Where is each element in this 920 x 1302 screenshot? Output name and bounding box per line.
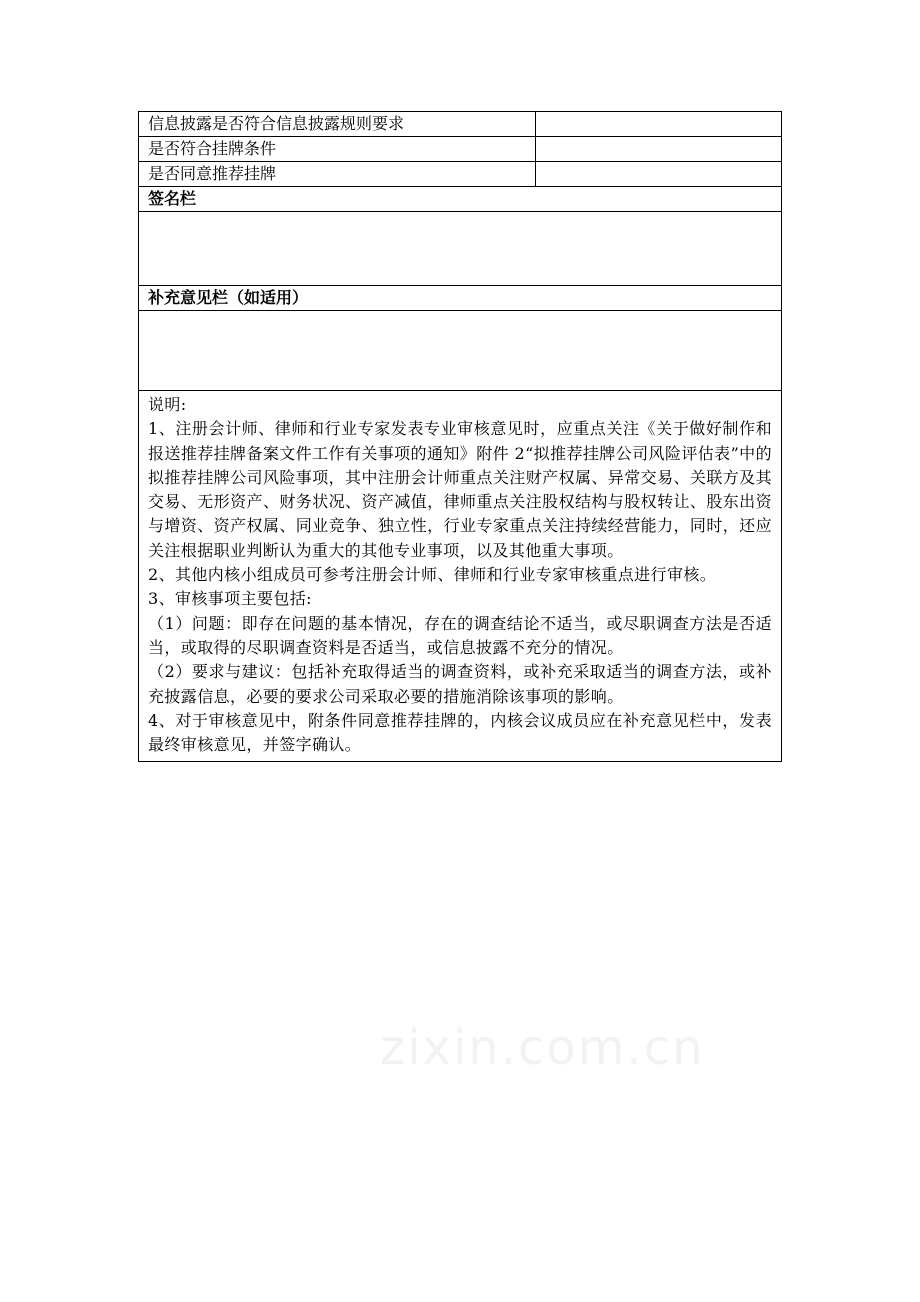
notes-cell xyxy=(139,391,782,762)
signature-area-row xyxy=(139,212,782,286)
question-row xyxy=(139,162,782,187)
notes-heading: 说明: xyxy=(148,395,187,414)
question-label: 是否符合挂牌条件 xyxy=(139,137,536,162)
watermark: zixin.com.cn xyxy=(380,1020,705,1076)
question-label: 是否同意推荐挂牌 xyxy=(139,162,536,187)
note-item: （1）问题：即存在问题的基本情况，存在的调查结论不适当，或尽职调查方法是否适当，或取得的尽职调查资料是否适当，或信息披露不充分的情况。 xyxy=(148,613,772,657)
answer-cell[interactable] xyxy=(536,162,782,187)
question-row xyxy=(139,137,782,162)
note-item: 4、对于审核意见中，附条件同意推荐挂牌的，内核会议成员应在补充意见栏中，发表最终审核意见，并签字确认。 xyxy=(148,710,772,755)
review-form-table xyxy=(138,111,782,762)
question-label: 信息披露是否符合信息披露规则要求 xyxy=(139,112,536,137)
signature-header-row xyxy=(139,187,782,212)
supplement-area[interactable] xyxy=(139,311,782,391)
note-item: 3、审核事项主要包括: xyxy=(148,589,312,609)
answer-cell[interactable] xyxy=(536,137,782,162)
signature-area[interactable] xyxy=(139,212,782,286)
note-item: 1、注册会计师、律师和行业专家发表专业审核意见时，应重点关注《关于做好制作和报送推荐挂牌备案文件工作有关事项的通知》附件 2“拟推荐挂牌公司风险评估表”中的拟推荐挂牌公司风险事项，其中注册会计师重点关注财产权属、异常交易、关联方及其交易、无形资产、财务状况、资产减值，律师重点关注股权结构与股权转让、股东出资与增资、资产权属、同业竞争、独立性，行业专家重点关注持续经营能力，同时，还应关注根据职业判断认为重大的其他专业事项，以及其他重大事项。 xyxy=(148,419,772,560)
signature-section-title: 签名栏 xyxy=(139,187,782,212)
supplement-section-title: 补充意见栏（如适用） xyxy=(139,286,782,311)
supplement-area-row xyxy=(139,311,782,391)
note-item: 2、其他内核小组成员可参考注册会计师、律师和行业专家审核重点进行审核。 xyxy=(148,565,717,585)
supplement-header-row xyxy=(139,286,782,311)
question-row xyxy=(139,112,782,137)
note-item: （2）要求与建议：包括补充取得适当的调查资料，或补充采取适当的调查方法，或补充披露信息，必要的要求公司采取必要的措施消除该事项的影响。 xyxy=(148,662,772,706)
answer-cell[interactable] xyxy=(536,112,782,137)
notes-row xyxy=(139,391,782,762)
